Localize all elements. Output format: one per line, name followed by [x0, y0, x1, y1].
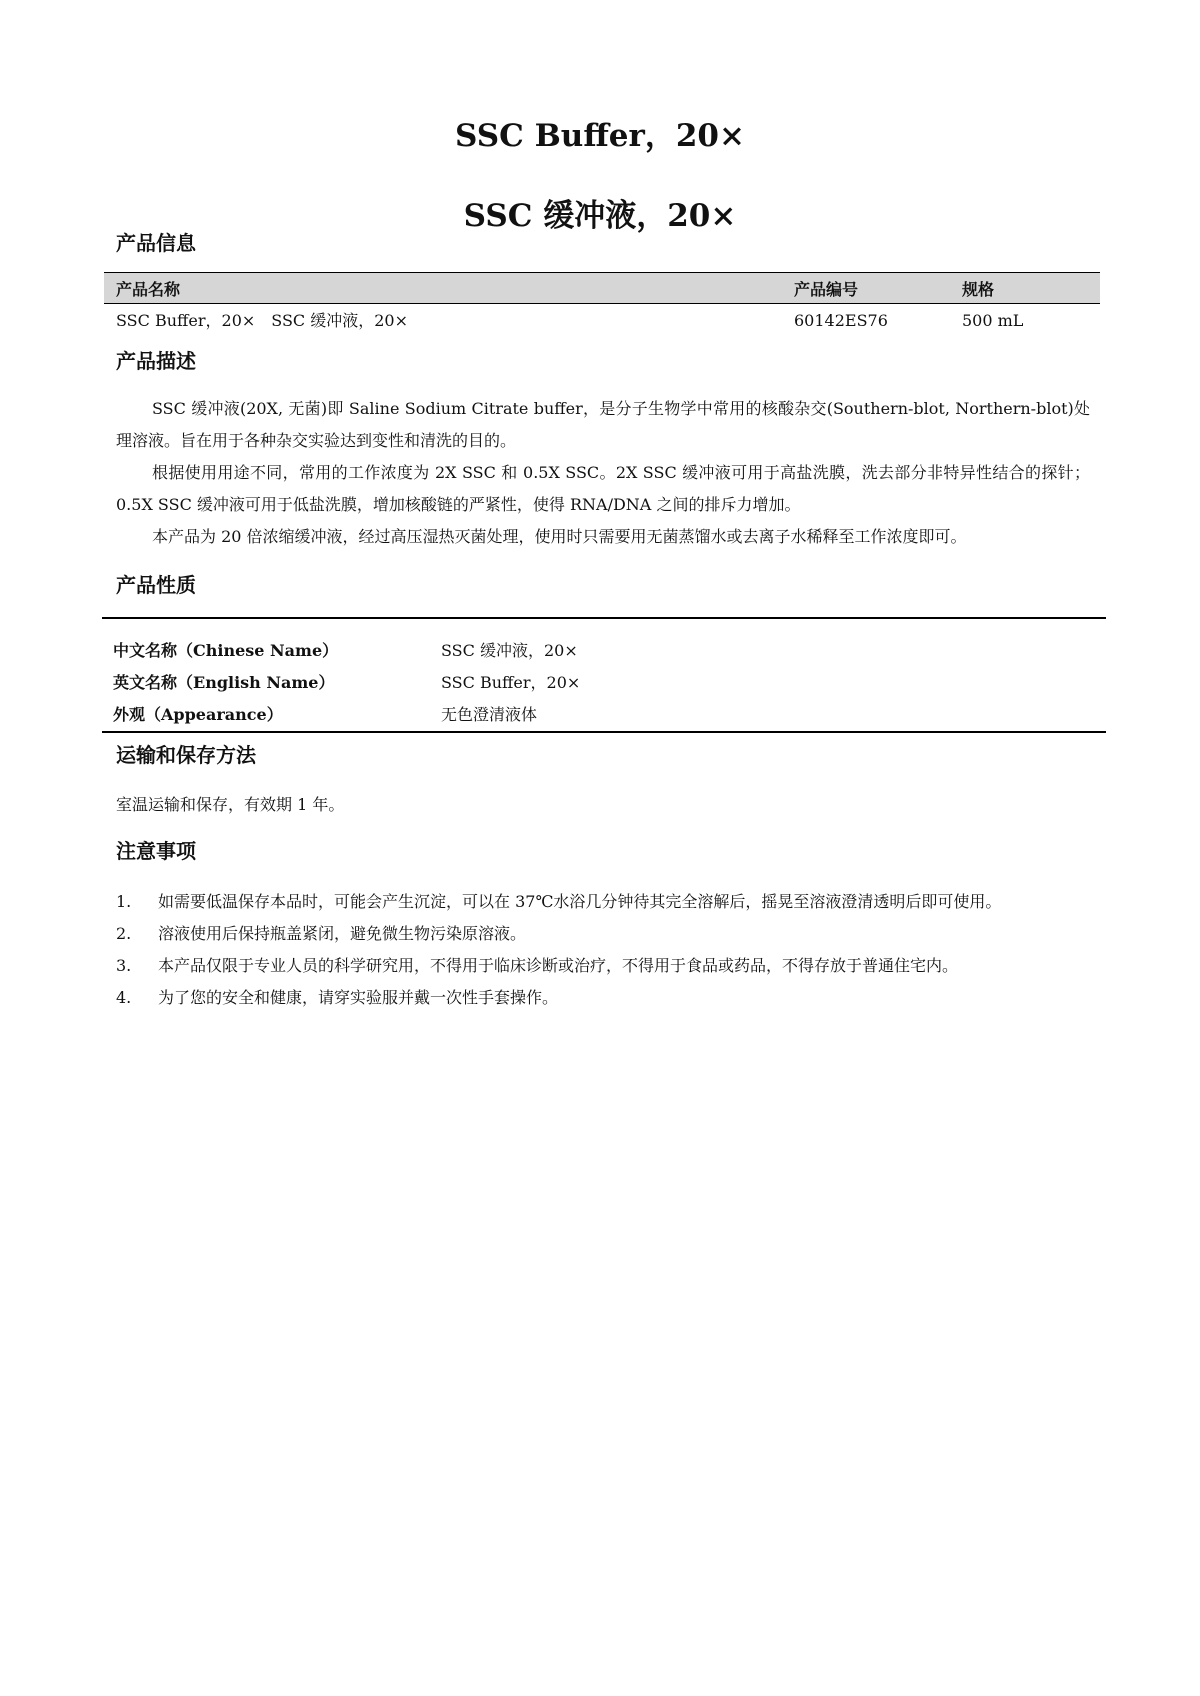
note-text: 为了您的安全和健康，请穿实验服并戴一次性手套操作。: [158, 988, 559, 1007]
info-product-name: SSC Buffer，20× SSC 缓冲液，20×: [116, 311, 409, 330]
description-paragraph-1: SSC 缓冲液(20X, 无菌)即 Saline Sodium Citrate buffer，是分子生物学中常用的核酸杂交(Southern-blot, Northern-blot)处理溶液。旨在用于各种杂交实验达到变性和清洗的目的。: [116, 399, 1090, 450]
description-paragraph-3: 本产品为 20 倍浓缩缓冲液，经过高压湿热灭菌处理，使用时只需要用无菌蒸馏水或去离子水稀释至工作浓度即可。: [152, 527, 967, 546]
property-value-english-name: SSC Buffer，20×: [441, 673, 581, 692]
section-heading-notes: 注意事项: [116, 839, 196, 863]
properties-bottom-rule: [102, 731, 1106, 733]
section-heading-storage: 运输和保存方法: [116, 743, 256, 767]
note-text: 本产品仅限于专业人员的科学研究用，不得用于临床诊断或治疗，不得用于食品或药品，不得存放于普通住宅内。: [158, 956, 959, 975]
section-heading-product-info: 产品信息: [116, 231, 196, 255]
note-text: 溶液使用后保持瓶盖紧闭，避免微生物污染原溶液。: [158, 924, 527, 943]
info-col-size: 规格: [962, 280, 995, 299]
document-title-chinese: SSC 缓冲液，20×: [463, 198, 737, 234]
note-number: 4.: [116, 988, 132, 1007]
storage-text: 室温运输和保存，有效期 1 年。: [116, 795, 345, 814]
property-label-english-name: 英文名称（English Name）: [113, 673, 335, 692]
property-label-appearance: 外观（Appearance）: [113, 705, 283, 724]
description-paragraph-2: 根据使用用途不同，常用的工作浓度为 2X SSC 和 0.5X SSC。2X SSC 缓冲液可用于高盐洗膜，洗去部分非特异性结合的探针；0.5X SSC 缓冲液可用于低盐洗膜，增加核酸链的严紧性，使得 RNA/DNA 之间的排斥力增加。: [116, 463, 1090, 514]
note-text: 如需要低温保存本品时，可能会产生沉淀，可以在 37℃水浴几分钟待其完全溶解后，摇晃至溶液澄清透明后即可使用。: [158, 892, 1002, 911]
info-table-header-rule: [104, 303, 1100, 304]
note-number: 1.: [116, 892, 132, 911]
document-title-english: SSC Buffer，20×: [455, 118, 745, 154]
info-catalog-number: 60142ES76: [794, 311, 888, 330]
note-number: 2.: [116, 924, 132, 943]
section-heading-description: 产品描述: [116, 349, 196, 373]
info-col-name: 产品名称: [116, 280, 181, 299]
info-table-header-background: [104, 273, 1100, 304]
info-size: 500 mL: [962, 311, 1024, 330]
property-label-chinese-name: 中文名称（Chinese Name）: [113, 641, 339, 660]
properties-top-rule: [102, 617, 1106, 619]
property-value-chinese-name: SSC 缓冲液，20×: [441, 641, 578, 660]
note-number: 3.: [116, 956, 132, 975]
section-heading-properties: 产品性质: [116, 573, 196, 597]
info-col-catalog: 产品编号: [794, 280, 859, 299]
property-value-appearance: 无色澄清液体: [441, 705, 538, 724]
